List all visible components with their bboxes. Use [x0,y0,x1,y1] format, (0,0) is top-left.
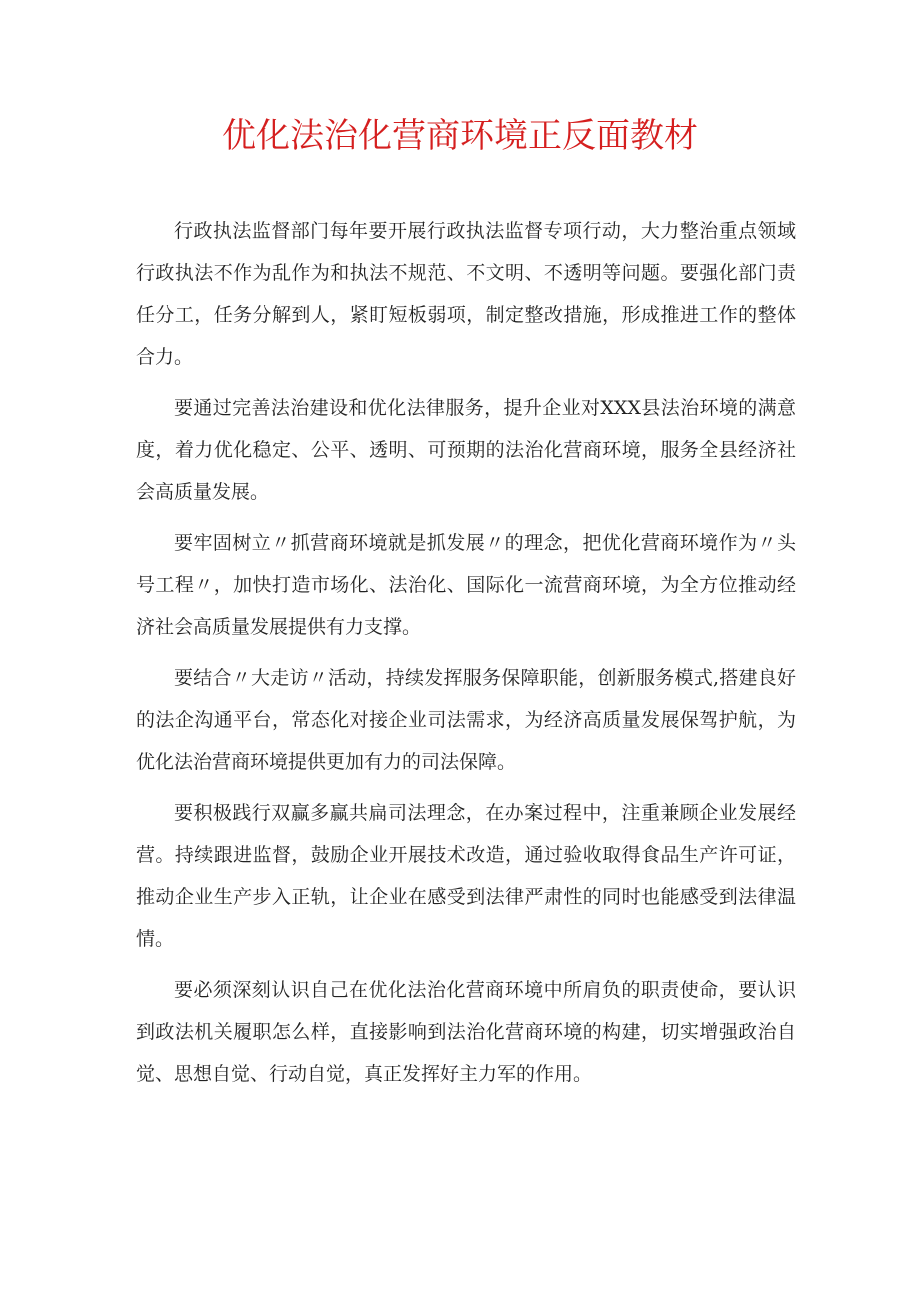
paragraph: 要积极践行双赢多赢共扁司法理念，在办案过程中，注重兼顾企业发展经营。持续跟进监督，鼓励企业开展技术改造，通过验收取得食品生产许可证，推动企业生产步入正轨，让企业在感受到法律严肃性的同时也能感受到法律温情。 [136,802,796,950]
paragraph: 要结合〃大走访〃活动，持续发挥服务保障职能，创新服务模式,搭建良好的法企沟通平台，常态化对接企业司法需求，为经济高质量发展保驾护航，为优化法治营商环境提供更加有力的司法保障。 [136,667,796,773]
paragraph: 要必须深刻认识自己在优化法治化营商环境中所肩负的职责使命，要认识到政法机关履职怎么样，直接影响到法治化营商环境的构建，切实增强政治自觉、思想自觉、行动自觉，真正发挥好主力军的作用。 [136,979,796,1085]
document-title: 优化法治化营商环境正反面教材 [222,116,698,156]
document-body [136,210,796,1104]
paragraph: 要牢固树立〃抓营商环境就是抓发展〃的理念，把优化营商环境作为〃头号工程〃，加快打造市场化、法治化、国际化一流营商环境，为全方位推动经济社会高质量发展提供有力支撑。 [136,532,796,638]
paragraph: 行政执法监督部门每年要开展行政执法监督专项行动，大力整治重点领域行政执法不作为乱作为和执法不规范、不文明、不透明等问题。要强化部门责任分工，任务分解到人，紧盯短板弱项，制定整改措施，形成推进工作的整体合力。 [136,220,796,368]
paragraph: 要通过完善法治建设和优化法律服务，提升企业对XXX县法治环境的满意度，着力优化稳定、公平、透明、可预期的法治化营商环境，服务全县经济社会高质量发展。 [136,397,796,503]
